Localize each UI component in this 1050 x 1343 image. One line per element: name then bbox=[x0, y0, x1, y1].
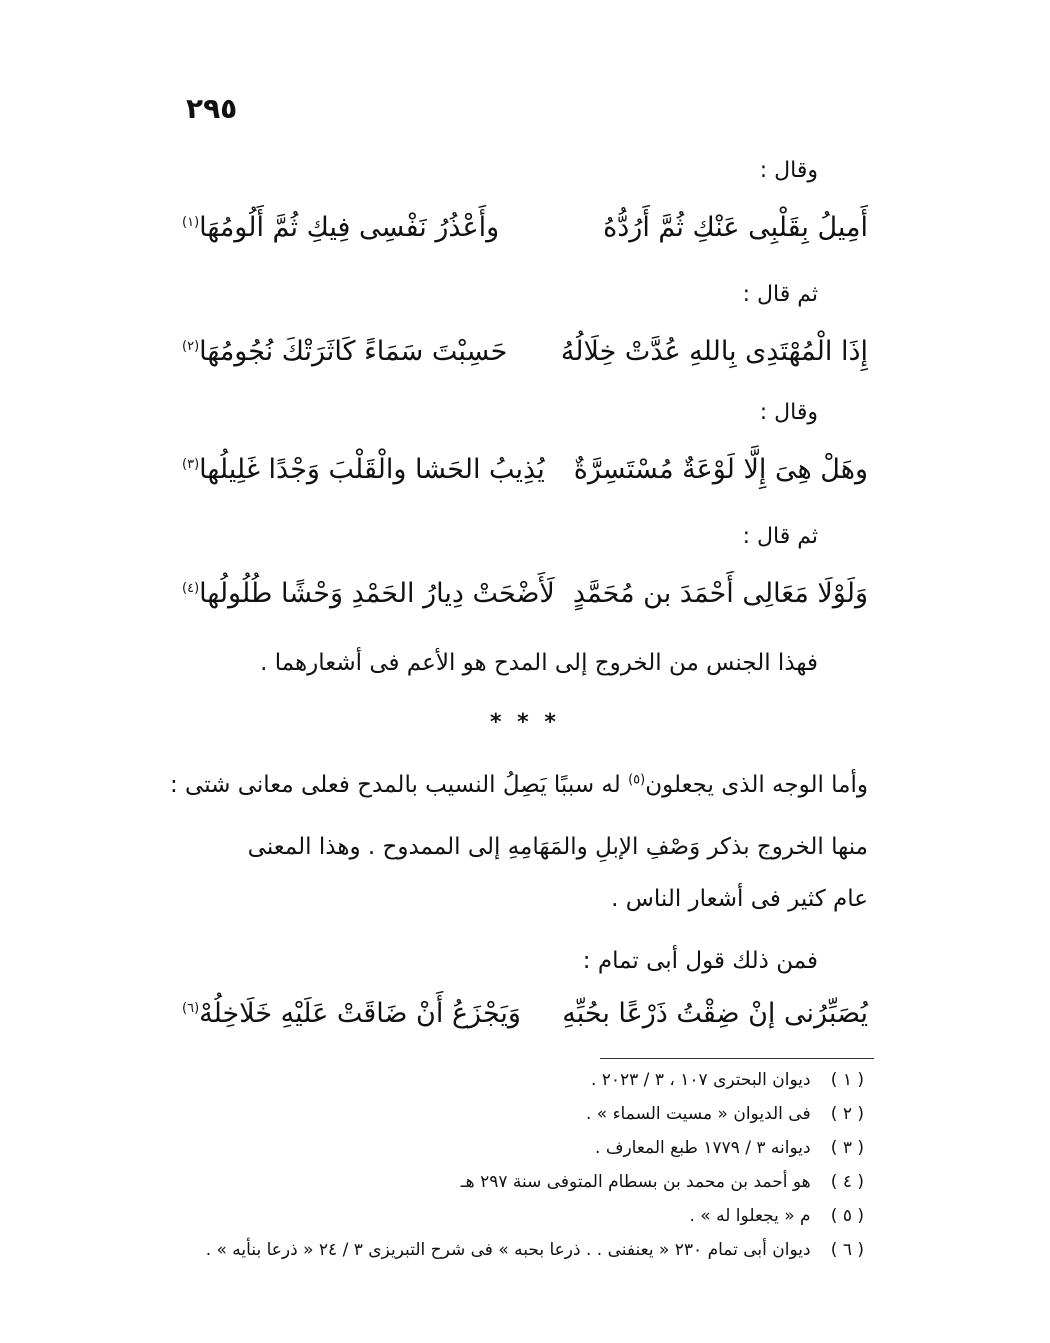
footnote-number: ( ١ ) bbox=[830, 1070, 864, 1090]
verse-second-hemistich bbox=[182, 336, 507, 367]
footnote-marker: (١) bbox=[182, 215, 200, 230]
verse-line bbox=[182, 212, 868, 258]
footnote bbox=[690, 1206, 865, 1226]
footnote-text: هو أحمد بن محمد بن بسطام المتوفى سنة ٢٩٧ هـ bbox=[460, 1172, 811, 1192]
footnote-marker: (٣) bbox=[182, 457, 200, 472]
verse-second-hemistich bbox=[182, 212, 499, 243]
footnote bbox=[591, 1070, 864, 1090]
verse-line bbox=[182, 578, 868, 624]
verse-text: وأَعْذُرُ نَفْسِى فِيكِ ثُمَّ أَلُومُهَا bbox=[199, 212, 500, 243]
verse-intro: وقال : bbox=[759, 158, 818, 183]
verse-intro: فمن ذلك قول أبى تمام : bbox=[582, 948, 818, 974]
footnote-text: ديوان البحترى ١٠٧ ، ٣ / ٢٠٢٣ . bbox=[590, 1070, 811, 1090]
section-separator: * * * bbox=[490, 710, 560, 735]
footnote-number: ( ٦ ) bbox=[830, 1240, 864, 1260]
footnote-number: ( ٤ ) bbox=[830, 1172, 864, 1192]
verse-first-hemistich: يُصَبِّرُنى إنْ ضِقْتُ ذَرْعًا بحُبِّهِ bbox=[562, 998, 868, 1029]
footnote-number: ( ٥ ) bbox=[830, 1206, 864, 1226]
footnote-text: ديوانه ٣ / ١٧٧٩ طبع المعارف . bbox=[595, 1138, 811, 1158]
verse-line bbox=[182, 998, 868, 1044]
footnote-marker: (٤) bbox=[182, 581, 200, 596]
footnote-divider bbox=[600, 1058, 874, 1059]
conclusion-text: فهذا الجنس من الخروج إلى المدح هو الأعم فى أشعارهما . bbox=[260, 650, 818, 676]
verse-second-hemistich bbox=[182, 578, 555, 609]
paragraph-line bbox=[170, 772, 868, 798]
verse-text: يُذِيبُ الحَشا والْقَلْبَ وَجْدًا غَلِيلُها bbox=[199, 454, 545, 485]
paragraph-line: عام كثير فى أشعار الناس . bbox=[611, 886, 868, 912]
footnote-text: م « يجعلوا له » . bbox=[689, 1206, 811, 1226]
footnote bbox=[206, 1240, 864, 1260]
paragraph-text: وأما الوجه الذى يجعلون bbox=[645, 772, 868, 798]
footnote bbox=[461, 1172, 864, 1192]
verse-text: وَيَجْزَعُ أَنْ ضَاقَتْ عَلَيْهِ خَلَاخِلُهْ bbox=[199, 998, 521, 1029]
footnote-text: فى الديوان « مسيت السماء » . bbox=[585, 1104, 811, 1124]
verse-first-hemistich: إِذَا الْمُهْتَدِى بِاللهِ عُدَّتْ خِلَالُهُ bbox=[560, 336, 868, 367]
paragraph-line: منها الخروج بذكر وَصْفِ الإبلِ والمَهَامِهِ إلى الممدوح . وهذا المعنى bbox=[247, 834, 868, 860]
verse-text: لَأَضْحَتْ دِيارُ الحَمْدِ وَحْشًا طُلُولُها bbox=[199, 578, 555, 609]
footnote-number: ( ٢ ) bbox=[830, 1104, 864, 1124]
footnote bbox=[586, 1104, 864, 1124]
verse-line bbox=[182, 454, 868, 500]
verse-intro: وقال : bbox=[759, 400, 818, 425]
footnote bbox=[595, 1138, 864, 1158]
verse-line bbox=[182, 336, 868, 382]
footnote-number: ( ٣ ) bbox=[830, 1138, 864, 1158]
verse-intro: ثم قال : bbox=[742, 524, 818, 549]
footnote-text: ديوان أبى تمام ٢٣٠ « يعنفنى . . ذرعا بحبه » فى شرح التبريزى ٣ / ٢٤ « ذرعا بنأيه » . bbox=[205, 1240, 811, 1260]
verse-first-hemistich: أَمِيلُ بِقَلْبِى عَنْكِ ثُمَّ أَرُدُّهُ bbox=[603, 212, 868, 243]
footnote-marker: (٥) bbox=[628, 772, 646, 788]
footnote-marker: (٢) bbox=[182, 339, 200, 354]
verse-second-hemistich bbox=[182, 998, 521, 1029]
paragraph-text: له سببًا يَصِلُ النسيب بالمدح فعلى معانى شتى : bbox=[169, 772, 621, 798]
verse-intro: ثم قال : bbox=[742, 282, 818, 307]
verse-first-hemistich: وَلَوْلَا مَعَالِى أَحْمَدَ بن مُحَمَّدٍ bbox=[572, 578, 868, 609]
verse-first-hemistich: وهَلْ هِىَ إِلَّا لَوْعَةٌ مُسْتَسِرَّةٌ bbox=[573, 454, 868, 485]
verse-second-hemistich bbox=[182, 454, 545, 485]
footnote-marker: (٦) bbox=[182, 1001, 200, 1016]
verse-text: حَسِبْتَ سَمَاءً كَاثَرَتْكَ نُجُومُهَا bbox=[199, 336, 508, 367]
page-number: ٢٩٥ bbox=[186, 92, 238, 125]
